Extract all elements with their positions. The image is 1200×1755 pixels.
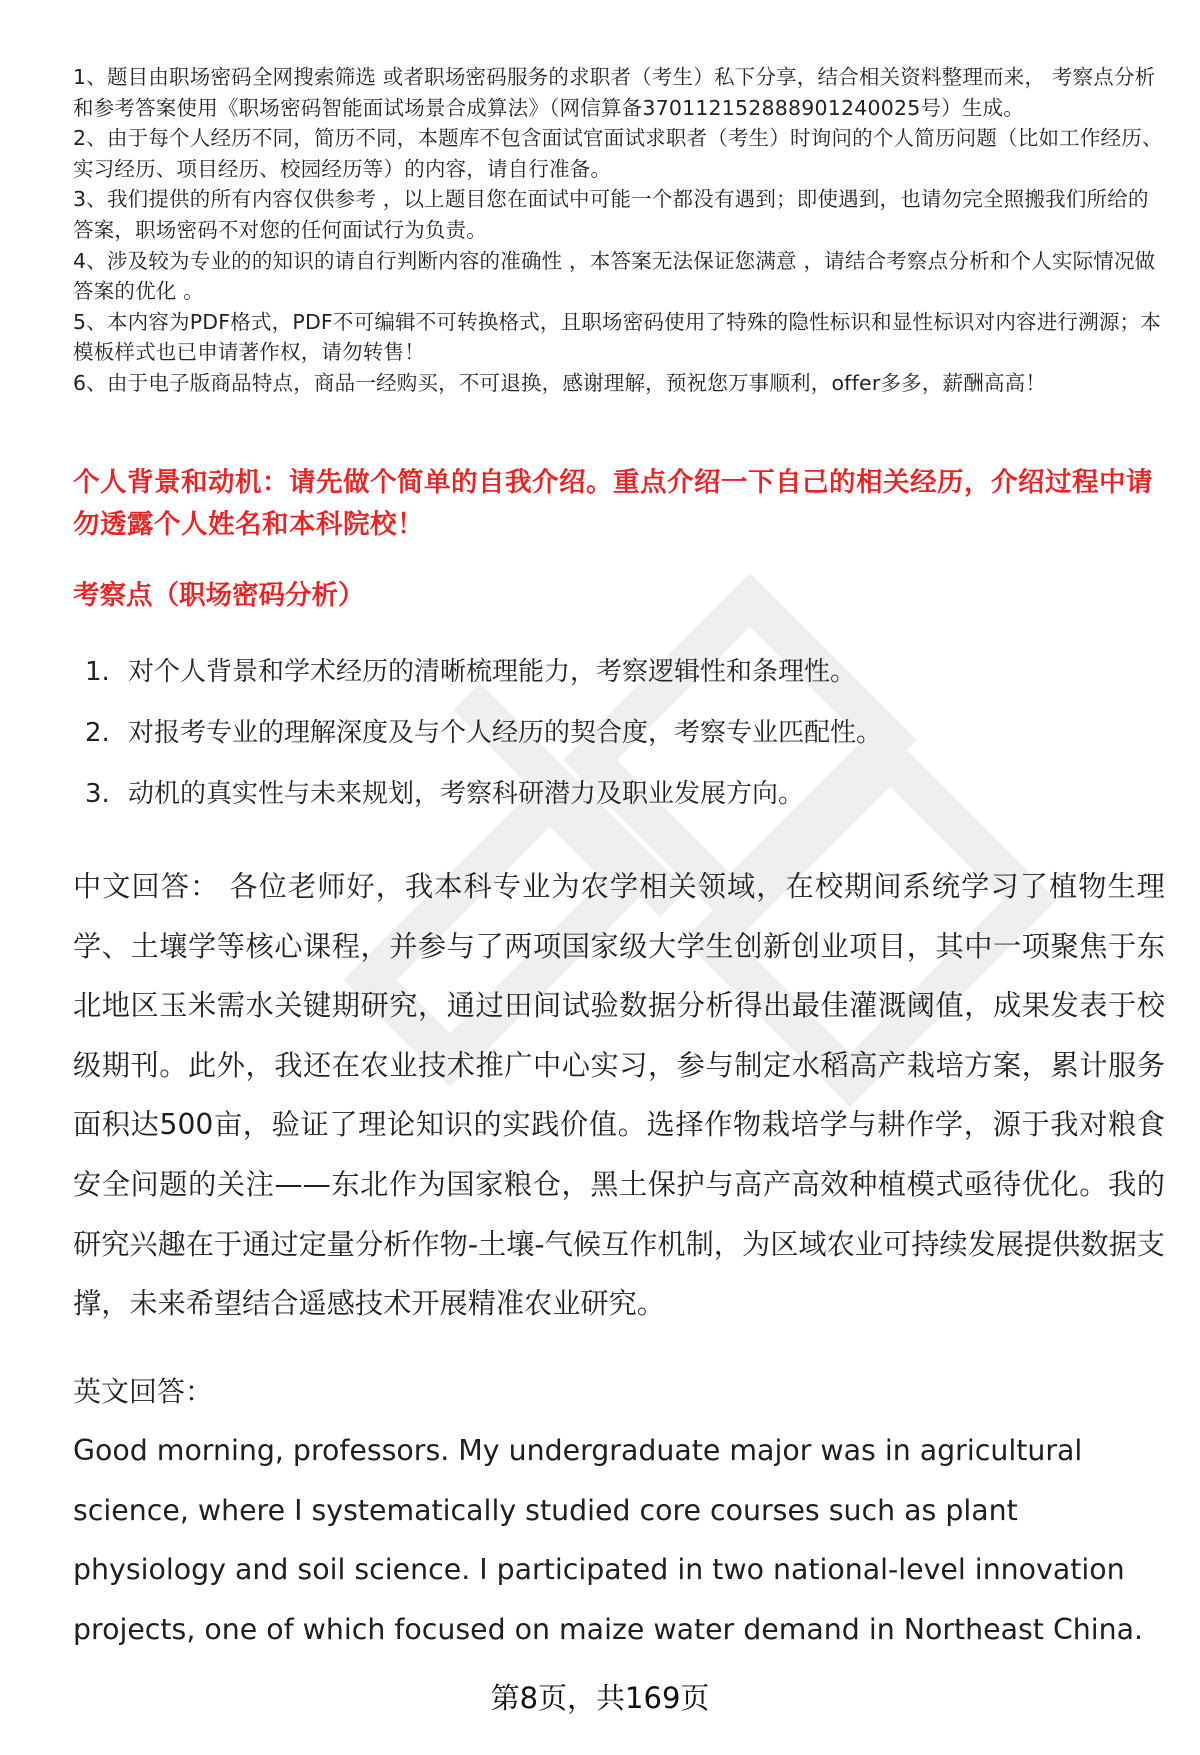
list-item — [85, 650, 1165, 711]
list-item — [85, 711, 1165, 772]
page-number-footer: 第8页，共169页 — [490, 1681, 710, 1715]
list-item-text: 对个人背景和学术经历的清晰梳理能力，考察逻辑性和条理性。 — [128, 657, 857, 687]
english-answer-label: 英文回答： — [73, 1375, 214, 1408]
list-item-number: 3. — [85, 779, 110, 809]
notice-block — [73, 62, 1163, 399]
list-item-number: 2. — [85, 718, 110, 748]
assessment-points-heading: 考察点（职场密码分析） — [73, 580, 365, 611]
notice-line-4: 4、涉及较为专业的的知识的请自行判断内容的准确性 ，本答案无法保证您满意 ，请结合考察点分析和个人实际情况做答案的优化 。 — [73, 248, 1156, 304]
list-item — [85, 772, 1165, 833]
assessment-points-list — [85, 650, 1165, 833]
list-item-text: 动机的真实性与未来规划，考察科研潜力及职业发展方向。 — [128, 779, 805, 809]
notice-line-1: 1、题目由职场密码全网搜索筛选 或者职场密码服务的求职者（考生）私下分享，结合相关资料整理而来， 考察点分析和参考答案使用《职场密码智能面试场景合成算法》（网信算备370112152888901240025号）生成。 — [73, 65, 1156, 120]
list-item-text: 对报考专业的理解深度及与个人经历的契合度，考察专业匹配性。 — [128, 718, 883, 748]
list-item-number: 1. — [85, 657, 110, 687]
question-heading: 个人背景和动机：请先做个简单的自我介绍。重点介绍一下自己的相关经历，介绍过程中请勿透露个人姓名和本科院校！ — [73, 467, 1153, 540]
notice-line-6: 6、由于电子版商品特点，商品一经购买，不可退换，感谢理解，预祝您万事顺利，offer多多，薪酬高高！ — [73, 370, 1047, 395]
notice-line-3: 3、我们提供的所有内容仅供参考 ，以上题目您在面试中可能一个都没有遇到；即使遇到，也请勿完全照搬我们所给的答案，职场密码不对您的任何面试行为负责。 — [73, 187, 1149, 242]
notice-line-2: 2、由于每个人经历不同，简历不同，本题库不包含面试官面试求职者（考生）时询问的个人简历问题（比如工作经历、实习经历、项目经历、校园经历等）的内容，请自行准备。 — [73, 126, 1163, 181]
chinese-answer: 中文回答： 各位老师好，我本科专业为农学相关领域，在校期间系统学习了植物生理学、土壤学等核心课程，并参与了两项国家级大学生创新创业项目，其中一项聚焦于东北地区玉米需水关键期研究，通过田间试验数据分析得出最佳灌溉阈值，成果发表于校级期刊。此外，我还在农业技术推广中心实习，参与制定水稻高产栽培方案，累计服务面积达500亩，验证了理论知识的实践价值。选择作物栽培学与耕作学，源于我对粮食安全问题的关注——东北作为国家粮仓，黑土保护与高产高效种植模式亟待优化。我的研究兴趣在于通过定量分析作物-土壤-气候互作机制，为区域农业可持续发展提供数据支撑，未来希望结合遥感技术开展精准农业研究。 — [73, 870, 1165, 1321]
notice-line-5: 5、本内容为PDF格式，PDF不可编辑不可转换格式，且职场密码使用了特殊的隐性标识和显性标识对内容进行溯源；本模板样式也已申请著作权，请勿转售！ — [73, 309, 1161, 365]
english-answer: Good morning, professors. My undergraduate major was in agricultural science, where I systematically studied core courses such as plant physiology and soil science. I participated in two national-level innovation projects, one of which focused on maize water demand in Northeast China. — [73, 1434, 1144, 1646]
